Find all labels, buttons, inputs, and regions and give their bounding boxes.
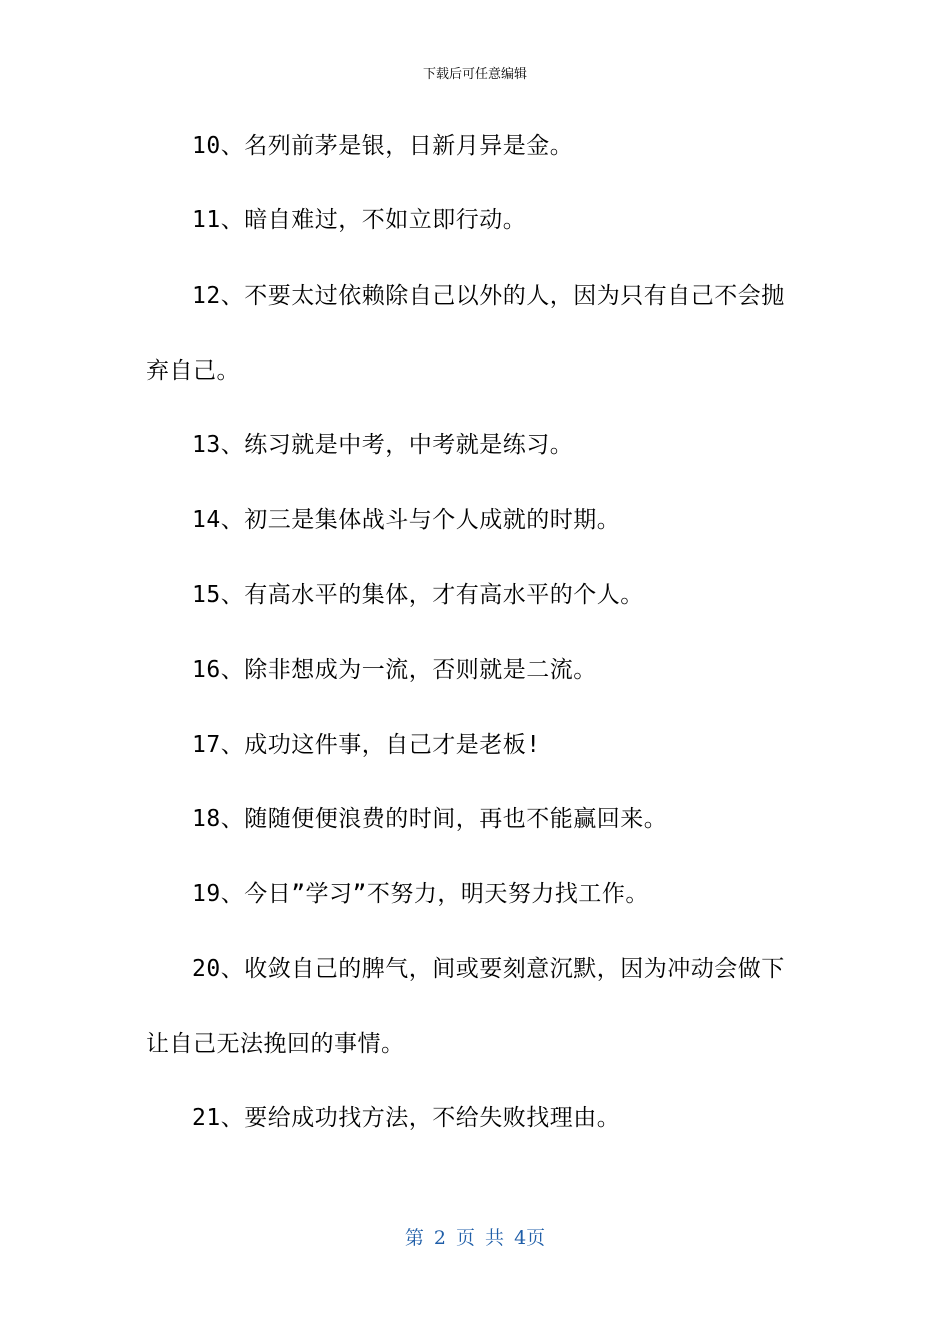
quote-line-11: 11、暗自难过，不如立即行动。 bbox=[192, 207, 527, 233]
quote-line-13: 13、练习就是中考，中考就是练习。 bbox=[192, 432, 574, 458]
quote-line-18: 18、随随便便浪费的时间，再也不能赢回来。 bbox=[192, 806, 668, 832]
quote-line-20-continued: 让自己无法挽回的事情。 bbox=[146, 1031, 405, 1057]
quote-line-14: 14、初三是集体战斗与个人成就的时期。 bbox=[192, 507, 621, 533]
quote-line-12-continued: 弃自己。 bbox=[146, 358, 240, 384]
quote-line-20: 20、收敛自己的脾气，间或要刻意沉默，因为冲动会做下 bbox=[192, 956, 785, 982]
quote-line-17: 17、成功这件事，自己才是老板! bbox=[192, 732, 541, 758]
page-header: 下载后可任意编辑 bbox=[422, 67, 527, 82]
quote-line-12: 12、不要太过依赖除自己以外的人，因为只有自己不会抛 bbox=[192, 283, 785, 309]
page-number-footer: 第 2 页 共 4页 bbox=[404, 1227, 546, 1249]
quote-line-15: 15、有高水平的集体，才有高水平的个人。 bbox=[192, 582, 644, 608]
quote-line-19: 19、今日”学习”不努力，明天努力找工作。 bbox=[192, 881, 649, 907]
quote-line-16: 16、除非想成为一流，否则就是二流。 bbox=[192, 657, 597, 683]
quote-line-21: 21、要给成功找方法，不给失败找理由。 bbox=[192, 1105, 621, 1131]
quote-line-10: 10、名列前茅是银，日新月异是金。 bbox=[192, 133, 574, 159]
